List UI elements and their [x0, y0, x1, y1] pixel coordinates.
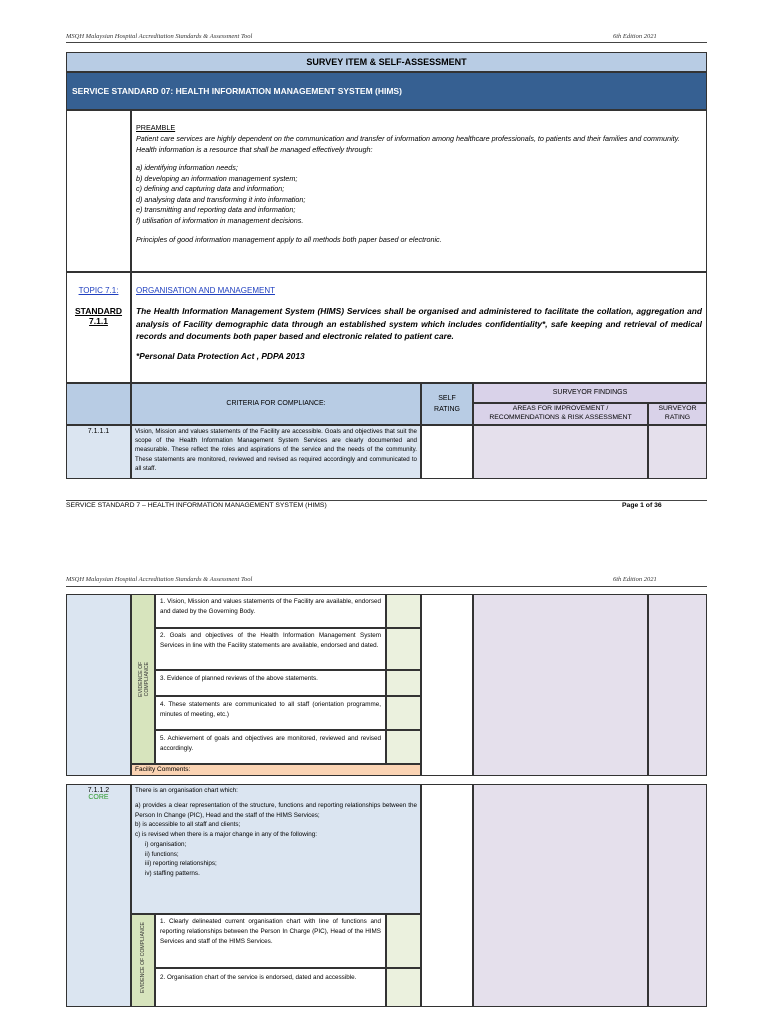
running-header-left: MSQH Malaysian Hospital Accreditation Standards & Assessment Tool	[66, 576, 253, 583]
footer-left: SERVICE STANDARD 7 – HEALTH INFORMATION MANAGEMENT SYSTEM (HIMS)	[66, 502, 327, 509]
running-header-right: 6th Edition 2021	[613, 576, 657, 583]
evidence-item	[155, 730, 386, 764]
preamble-text: Patient care services are highly dependent on the communication and transfer of information among healthcare professionals, to patients and their families and community. Health information is a resource that shall be managed effectively through:	[136, 134, 680, 154]
preamble-heading: PREAMBLE	[136, 123, 176, 132]
preamble-list-item: b) developing an information management system;	[136, 173, 298, 183]
item-criteria-cell	[131, 784, 421, 914]
evidence-label: EVIDENCE OF COMPLIANCE	[137, 661, 150, 697]
criteria-sublist-item: iv) staffing patterns.	[145, 870, 200, 877]
evidence-item	[155, 628, 386, 670]
continued-number-cell	[66, 594, 131, 776]
evidence-tick[interactable]	[386, 696, 421, 730]
page-number: Page 1 of 36	[622, 502, 662, 509]
evidence-item	[155, 968, 386, 1007]
preamble-closing: Principles of good information management apply to all methods both paper based or electronic.	[136, 234, 442, 244]
evidence-item	[155, 914, 386, 968]
evidence-item-text: 2. Organisation chart of the service is endorsed, dated and accessible.	[160, 974, 357, 981]
surveyor-findings-header	[473, 383, 707, 403]
evidence-item-text: 3. Evidence of planned reviews of the above statements.	[160, 675, 318, 682]
preamble-list	[136, 163, 702, 226]
evidence-item	[155, 696, 386, 730]
evidence-label-cell	[131, 914, 155, 1007]
service-standard-title: SERVICE STANDARD 07: HEALTH INFORMATION MANAGEMENT SYSTEM (HIMS)	[72, 86, 402, 96]
preamble-list-item: a) identifying information needs;	[136, 163, 238, 173]
evidence-item	[155, 670, 386, 696]
self-rating-input[interactable]	[421, 425, 473, 479]
evidence-item-text: 1. Vision, Mission and values statements of the Facility are available, endorsed and dated by the Governing Body.	[160, 598, 381, 615]
facility-comments[interactable]	[131, 764, 421, 776]
item-criteria-intro: There is an organisation chart which:	[135, 787, 238, 794]
topic-cell	[131, 272, 707, 383]
surveyor-rating-label: SURVEYOR RATING	[658, 405, 697, 421]
areas-input[interactable]	[473, 425, 648, 479]
criteria-sublist-item: ii) functions;	[145, 850, 179, 858]
topic-left-cell	[66, 272, 131, 383]
self-rating-input[interactable]	[421, 784, 473, 1007]
evidence-item-text: 2. Goals and objectives of the Health Information Management System Services in line with the Facility statements are available, endorsed and dated.	[160, 632, 381, 649]
item-criteria-cell	[131, 425, 421, 479]
evidence-tick[interactable]	[386, 670, 421, 696]
item-criteria-list	[135, 801, 417, 879]
evidence-label-cell	[131, 594, 155, 764]
areas-label: AREAS FOR IMPROVEMENT / RECOMMENDATIONS & RISK ASSESSMENT	[489, 405, 632, 421]
core-badge: CORE	[88, 794, 109, 801]
service-standard-bar	[66, 72, 707, 110]
preamble-left-cell	[66, 110, 131, 272]
survey-title: SURVEY ITEM & SELF-ASSESSMENT	[306, 57, 467, 67]
item-number-cell	[66, 425, 131, 479]
criteria-list-item: b) is accessible to all staff and clients;	[135, 821, 241, 829]
criteria-sublist-item: i) organisation;	[145, 840, 187, 848]
surveyor-rating-input[interactable]	[648, 594, 707, 776]
surveyor-rating-input[interactable]	[648, 784, 707, 1007]
self-rating-input[interactable]	[421, 594, 473, 776]
criteria-header	[131, 383, 421, 425]
item-criteria-text: Vision, Mission and values statements of the Facility are accessible. Goals and objectives that suit the scope of the Health Information Management System Services are clearly documented and measurable. These reflect the roles and aspirations of the service and the needs of the community. These statements are monitored, reviewed and revised as required accordingly and communicated to all staff.	[135, 428, 417, 472]
evidence-tick[interactable]	[386, 730, 421, 764]
criteria-list-item: a) provides a clear representation of the structure, functions and reporting relationships between the Person In Change (PIC), Head and the staff of the HIMS Services;	[135, 801, 417, 819]
header-rule	[66, 586, 707, 587]
evidence-tick[interactable]	[386, 628, 421, 670]
criteria-header-label: CRITERIA FOR COMPLIANCE:	[226, 400, 326, 407]
areas-input[interactable]	[473, 594, 648, 776]
preamble-list-item: c) defining and capturing data and information;	[136, 184, 285, 194]
surveyor-rating-header	[648, 403, 707, 425]
item-number: 7.1.1.1	[87, 428, 110, 435]
preamble-list-item: f) utilisation of information in management decisions.	[136, 215, 304, 225]
evidence-tick[interactable]	[386, 594, 421, 628]
topic-title[interactable]: ORGANISATION AND MANAGEMENT	[136, 286, 275, 295]
areas-header	[473, 403, 648, 425]
item-number-cell	[66, 784, 131, 1007]
standard-text: The Health Information Management System (HIMS) Services shall be organised and administered to facilitate the collation, aggregation and analysis of Facility demographic data through an established system which includes confidentiality*, safe keeping and retrieval of medical records and documents both paper based and electronic related to patient care.	[136, 306, 702, 342]
item-number: 7.1.1.2	[87, 787, 110, 794]
criteria-sublist-item: iii) reporting relationships;	[145, 860, 217, 868]
preamble-list-item: d) analysing data and transforming it into information;	[136, 194, 306, 204]
surveyor-findings-label: SURVEYOR FINDINGS	[552, 389, 628, 396]
preamble-cell	[131, 110, 707, 272]
surveyor-rating-input[interactable]	[648, 425, 707, 479]
evidence-label: EVIDENCE OF COMPLIANCE	[140, 922, 146, 993]
evidence-tick[interactable]	[386, 968, 421, 1007]
criteria-list-item: c) is revised when there is a major change in any of the following:	[135, 831, 318, 838]
areas-input[interactable]	[473, 784, 648, 1007]
running-header-left: MSQH Malaysian Hospital Accreditation Standards & Assessment Tool	[66, 33, 253, 40]
evidence-tick[interactable]	[386, 914, 421, 968]
running-header-right: 6th Edition 2021	[613, 33, 657, 40]
evidence-item-text: 5. Achievement of goals and objectives are monitored, reviewed and revised accordingly.	[160, 735, 381, 752]
footer-rule	[66, 500, 707, 501]
pdpa-note: *Personal Data Protection Act , PDPA 2013	[136, 350, 305, 361]
self-rating-header	[421, 383, 473, 425]
standard-number: 7.1.1	[89, 316, 108, 326]
criteria-header-left	[66, 383, 131, 425]
evidence-item-text: 4. These statements are communicated to all staff (orientation programme, minutes of meeting, etc.)	[160, 701, 381, 718]
standard-label: STANDARD	[74, 306, 123, 316]
survey-title-bar	[66, 52, 707, 72]
topic-label[interactable]: TOPIC 7.1:	[78, 286, 119, 295]
facility-comments-label: Facility Comments:	[135, 766, 191, 773]
self-rating-label: SELF RATING	[434, 395, 460, 414]
evidence-item-text: 1. Clearly delineated current organisation chart with line of functions and reporting relationships between the Person In Charge (PIC), Head of the HIMS Services and staff of the HIMS Services.	[160, 918, 381, 946]
preamble-list-item: e) transmitting and reporting data and information;	[136, 205, 296, 215]
header-rule	[66, 42, 707, 43]
evidence-item	[155, 594, 386, 628]
